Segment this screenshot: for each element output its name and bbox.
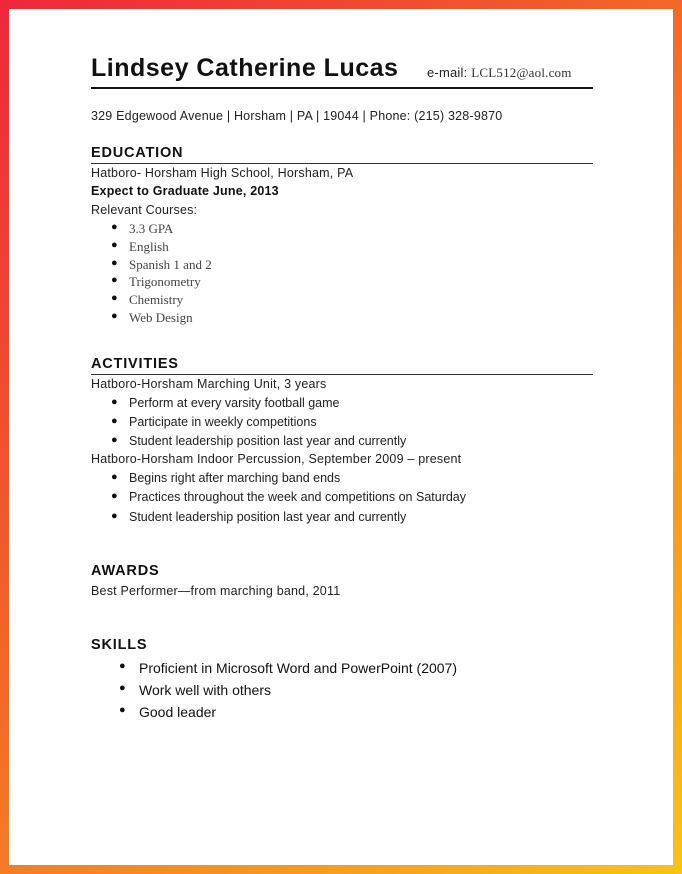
bullet-icon: ● bbox=[111, 510, 118, 522]
email-address: LCL512@aol.com bbox=[471, 65, 572, 80]
contact-line: 329 Edgewood Avenue | Horsham | PA | 19044 | Phone: (215) 328-9870 bbox=[91, 109, 503, 123]
education-heading: EDUCATION bbox=[91, 145, 184, 161]
bullet-icon: ● bbox=[111, 239, 118, 251]
bullet-icon: ● bbox=[111, 415, 118, 427]
bullet-icon: ● bbox=[111, 434, 118, 446]
bullet-icon: ● bbox=[111, 396, 118, 408]
bullet-icon: ● bbox=[111, 292, 118, 304]
bullet-icon: ● bbox=[111, 310, 118, 322]
bullet-icon: ● bbox=[111, 490, 118, 502]
education-school: Hatboro- Horsham High School, Horsham, PA bbox=[91, 166, 354, 180]
bullet-icon: ● bbox=[119, 660, 126, 672]
activities-divider bbox=[91, 374, 593, 375]
courses-label: Relevant Courses: bbox=[91, 203, 198, 217]
resume-page: Lindsey Catherine Lucas e-mail: LCL512@aol.com 329 Edgewood Avenue | Horsham | PA | 19044 | Phone: (215) 328-9870 EDUCATION Hatboro- Horsham High School, Horsham, PA Expect to Graduate June, 2013 Relevant Courses: ● 3.3 GPA ● English ● Spanish 1 and 2 ● Trigonometry ● Chemistry ● Web Design ACTIVITIES Hatboro-Horsham Marching Unit, 3 years ● Perform at every varsity football game ● Participate in weekly competitions ● Student leadership position last year and currently Hatboro-Horsham Indoor Percussion, September 2009 – present ● Begins right after marching band ends ● Practices throughout the week and competitions on Saturday ● Student leadership position last year and currently AWARDS Best Performer—from marching band, 2011 SKILLS ● Proficient in Microsoft Word and PowerPoint (2007) ● Work well with others ● Good leader bbox=[9, 9, 673, 865]
bullet-icon: ● bbox=[111, 257, 118, 269]
activities-heading: ACTIVITIES bbox=[91, 356, 179, 372]
award-item: Best Performer—from marching band, 2011 bbox=[91, 584, 341, 598]
header-divider bbox=[91, 87, 593, 89]
awards-heading: AWARDS bbox=[91, 563, 160, 579]
bullet-icon: ● bbox=[111, 221, 118, 233]
bullet-icon: ● bbox=[119, 704, 126, 716]
skills-heading: SKILLS bbox=[91, 637, 148, 653]
education-divider bbox=[91, 163, 593, 164]
applicant-name: Lindsey Catherine Lucas bbox=[91, 54, 399, 82]
resume-header bbox=[91, 54, 593, 99]
email-label: e-mail: bbox=[427, 65, 468, 80]
bullet-icon: ● bbox=[111, 274, 118, 286]
activity-group-title: Hatboro-Horsham Indoor Percussion, September 2009 – present bbox=[91, 452, 462, 466]
email-line bbox=[427, 65, 572, 81]
bullet-icon: ● bbox=[111, 471, 118, 483]
education-graduation: Expect to Graduate June, 2013 bbox=[91, 184, 279, 198]
activity-group-title: Hatboro-Horsham Marching Unit, 3 years bbox=[91, 377, 327, 391]
bullet-icon: ● bbox=[119, 682, 126, 694]
